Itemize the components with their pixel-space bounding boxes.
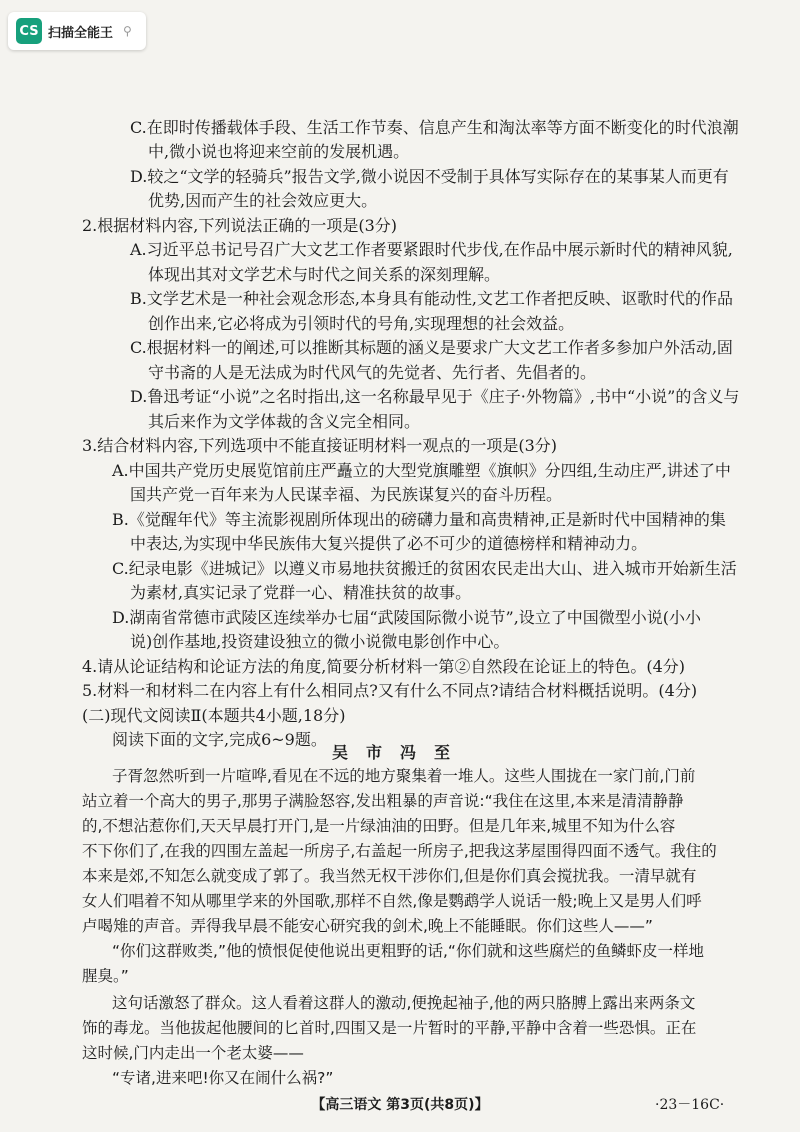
option-line: A.中国共产党历史展览馆前庄严矗立的大型党旗雕塑《旗帜》分四组,生动庄严,讲述了中 [112,461,731,480]
search-icon[interactable]: ⚲ [123,24,132,38]
story-line: 的,不想沾惹你们,天天早晨打开门,是一片绿油油的田野。但是几年来,城里不知为什么容 [82,817,676,835]
story-line: 这句话激怒了群众。这人看着这群人的激动,便挽起袖子,他的两只胳膊上露出来两条文 [112,994,696,1012]
question-2: 2.根据材料内容,下列说法正确的一项是(3分) [82,216,398,235]
option-line: 其后来作为文学体裁的含义完全相同。 [148,412,421,431]
story-title: 吴市冯至 [331,743,468,762]
option-line: C.根据材料一的阐述,可以推断其标题的涵义是要求广大文艺工作者多参加户外活动,固 [130,338,733,357]
option-line: C.在即时传播载体手段、生活工作节奏、信息产生和淘汰率等方面不断变化的时代浪潮 [130,118,739,137]
option-line: 为素材,真实记录了党群一心、精准扶贫的故事。 [130,583,472,602]
option-line: 体现出其对文学艺术与时代之间关系的深刻理解。 [148,265,501,284]
story-line: 站立着一个高大的男子,那男子满脸怒容,发出粗暴的声音说:“我住在这里,本来是清清静静 [82,792,684,810]
option-line: 创作出来,它必将成为引领时代的号角,实现理想的社会效益。 [148,314,575,333]
instruction-line: 阅读下面的文字,完成6~9题。 [112,730,327,749]
option-line: D.较之“文学的轻骑兵”报告文学,微小说因不受制于具体写实际存在的某事某人而更有 [130,167,729,186]
option-line: 中表达,为实现中华民族伟大复兴提供了必不可少的道德榜样和精神动力。 [130,534,648,553]
question-5: 5.材料一和材料二在内容上有什么相同点?又有什么不同点?请结合材料概括说明。(4分) [82,681,698,700]
option-line: 中,微小说也将迎来空前的发展机遇。 [148,142,410,161]
option-line: D.鲁迅考证“小说”之名时指出,这一名称最早见于《庄子·外物篇》,书中“小说”的含义与 [130,387,740,406]
page-footer: 【高三语文 第3页(共8页)】 [311,1097,489,1113]
section-heading: (二)现代文阅读Ⅱ(本题共4小题,18分) [82,706,346,725]
option-line: A.习近平总书记号召广大文艺工作者要紧跟时代步伐,在作品中展示新时代的精神风貌, [130,240,733,259]
story-line: 饰的毒龙。当他拔起他腰间的匕首时,四围又是一片暂时的平静,平静中含着一些恐惧。正在 [82,1019,697,1037]
scanner-app-badge[interactable] [8,12,146,50]
app-name: 扫描全能王 [48,25,114,41]
option-line: 国共产党一百年来为人民谋幸福、为民族谋复兴的奋斗历程。 [130,485,563,504]
question-3: 3.结合材料内容,下列选项中不能直接证明材料一观点的一项是(3分) [82,436,558,455]
story-line: 卢喝雉的声音。弄得我早晨不能安心研究我的剑术,晚上不能睡眠。你们这些人——” [82,917,653,935]
option-line: B.文学艺术是一种社会观念形态,本身具有能动性,文艺工作者把反映、讴歌时代的作品 [130,289,734,308]
story-line: 不下你们了,在我的四围左盖起一所房子,右盖起一所房子,把我这茅屋围得四面不透气。我住的 [82,842,717,860]
option-line: 守书斋的人是无法成为时代风气的先觉者、先行者、先倡者的。 [148,363,597,382]
story-line: 子胥忽然听到一片喧哗,看见在不远的地方聚集着一堆人。这些人围拢在一家门前,门前 [112,767,696,785]
story-line: “你们这群败类,”他的愤恨促使他说出更粗野的话,“你们就和这些腐烂的鱼鳞虾皮一样地 [112,942,704,960]
story-line: 女人们唱着不知从哪里学来的外国歌,那样不自然,像是鹦鹉学人说话一般;晚上又是男人们呼 [82,892,702,910]
option-line: 说)创作基地,投资建设独立的微小说微电影创作中心。 [130,632,510,651]
story-line: “专诸,进来吧!你又在闹什么祸?” [112,1069,334,1087]
question-4: 4.请从论证结构和论证方法的角度,简要分析材料一第②自然段在论证上的特色。(4分) [82,657,686,676]
exam-code: ·23－16C· [655,1097,725,1113]
cs-logo: CS [16,18,42,44]
option-line: C.纪录电影《进城记》以遵义市易地扶贫搬迁的贫困农民走出大山、进入城市开始新生活 [112,559,737,578]
option-line: 优势,因而产生的社会效应更大。 [148,191,378,210]
story-line: 这时候,门内走出一个老太婆—— [82,1044,304,1062]
option-line: B.《觉醒年代》等主流影视剧所体现出的磅礴力量和高贵精神,正是新时代中国精神的集 [112,510,726,529]
option-line: D.湖南省常德市武陵区连续举办七届“武陵国际微小说节”,设立了中国微型小说(小小 [112,608,702,627]
story-line: 本来是郊,不知怎么就变成了郭了。我当然无权干涉你们,但是你们真会搅扰我。一清早就有 [82,867,697,885]
story-line: 腥臭。” [82,967,129,985]
